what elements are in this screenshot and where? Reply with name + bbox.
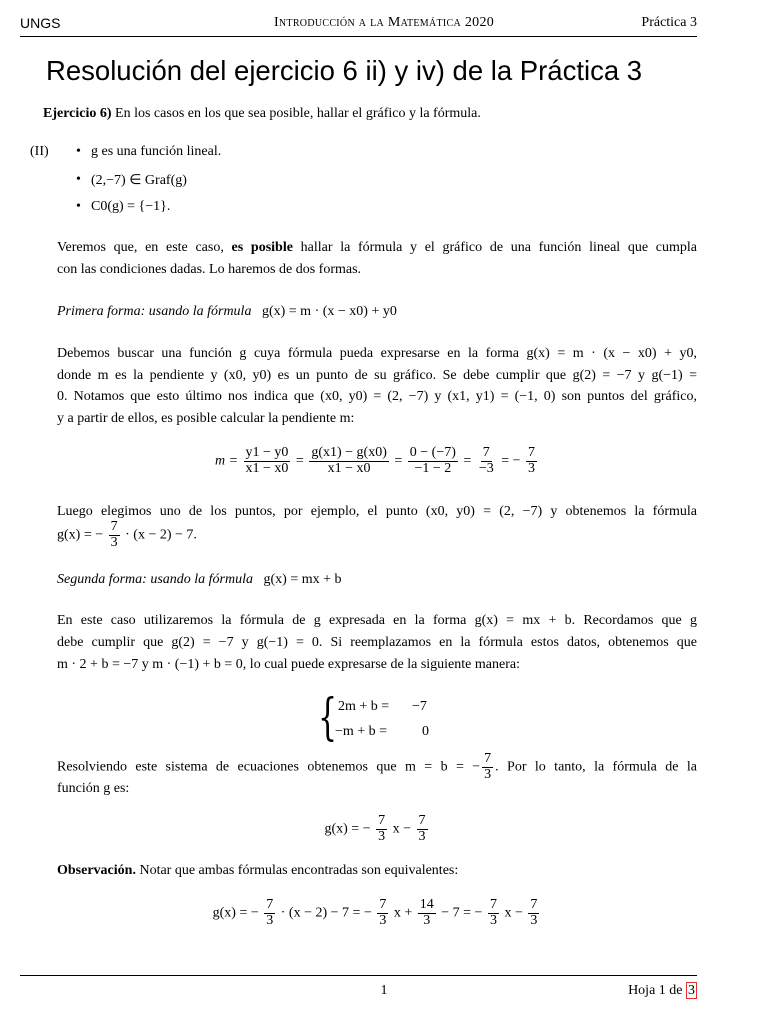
eq-text: m = <box>214 453 239 469</box>
numerator: y1 − y0 <box>245 445 289 460</box>
exercise-text: En los casos en los que sea posible, hallar el gráfico y la fórmula. <box>115 106 481 121</box>
paragraph-line: En este caso utilizaremos la fórmula de g expresada en la forma g(x) = mx + b. Recordamos que g <box>57 613 697 628</box>
denominator: 3 <box>528 460 536 476</box>
text-span: hallar la fórmula y el gráfico de una función lineal que cumpla <box>300 240 698 255</box>
fraction <box>482 752 493 782</box>
paragraph-line <box>57 520 697 550</box>
fraction <box>417 814 428 844</box>
paragraph-line <box>57 240 697 256</box>
eq-text: · (x − 2) − 7 = − <box>280 905 372 921</box>
eq-text: = <box>394 453 403 469</box>
slope-equation <box>57 446 697 476</box>
second-form-heading <box>57 572 697 588</box>
fraction <box>528 898 539 928</box>
fraction <box>309 446 389 476</box>
observation <box>57 863 697 879</box>
paragraph-line: debe cumplir que g(2) = −7 y g(−1) = 0. Si reemplazamos en la fórmula estos datos, obtenemos que <box>57 635 697 650</box>
eq-text: Resolviendo este sistema de ecuaciones obtenemos que m = b = − <box>57 759 481 775</box>
numerator: 7 <box>266 897 274 912</box>
header-course: Introducción a la Matemática 2020 <box>273 15 495 30</box>
numerator: 0 − (−7) <box>409 445 456 460</box>
fraction <box>377 898 388 928</box>
footer-rule <box>20 975 697 976</box>
numerator: 7 <box>482 445 490 460</box>
eq-text: = <box>501 453 510 469</box>
eq-text: − <box>512 453 521 469</box>
item-label: (II) <box>30 144 49 159</box>
paragraph-line: Debemos buscar una función g cuya fórmula pueda expresarse en la forma g(x) = m · (x − x0) + y0, <box>57 346 697 361</box>
equivalence-equation <box>57 898 697 928</box>
denominator: 3 <box>530 912 538 928</box>
denominator: 3 <box>423 912 431 928</box>
paragraph-line: función g es: <box>57 781 130 796</box>
eq-text: x − <box>504 905 523 921</box>
eq-text: − 7 = − <box>441 905 483 921</box>
page-number: 1 <box>380 983 388 998</box>
fraction <box>264 898 275 928</box>
bullet-text: C0(g) = {−1}. <box>91 199 171 214</box>
numerator: 7 <box>528 445 536 460</box>
second-form-formula: g(x) = mx + b <box>263 572 342 587</box>
first-form-label: Primera forma: usando la fórmula <box>57 304 252 319</box>
paragraph-line: con las condiciones dadas. Lo haremos de dos formas. <box>57 262 362 277</box>
bullet-dot: • <box>76 199 81 214</box>
denominator: 3 <box>266 912 274 928</box>
denominator: 3 <box>378 828 386 844</box>
paragraph-line: m · 2 + b = −7 y m · (−1) + b = 0, lo cual puede expresarse de la siguiente manera: <box>57 657 520 672</box>
eq-text: x + <box>393 905 413 921</box>
observation-text: Notar que ambas fórmulas encontradas son equivalentes: <box>139 863 459 878</box>
bullet-text: (2,−7) ∈ Graf(g) <box>91 173 187 188</box>
result-equation <box>57 814 697 844</box>
fraction <box>488 898 499 928</box>
fraction <box>109 520 120 550</box>
bullet-dot: • <box>76 144 81 159</box>
numerator: 7 <box>418 813 426 828</box>
emphasis-text: es posible <box>231 240 293 255</box>
eq-text: g(x) = − <box>57 527 104 543</box>
denominator: −1 − 2 <box>414 460 452 476</box>
numerator: 14 <box>419 897 434 912</box>
system-row-1-rhs: −7 <box>412 699 427 714</box>
eq-text: = <box>463 453 472 469</box>
sheet-prefix: Hoja 1 de <box>628 983 683 998</box>
denominator: x1 − x0 <box>327 460 371 476</box>
first-form-heading <box>57 304 697 320</box>
page-title: Resolución del ejercicio 6 ii) y iv) de la Práctica 3 <box>46 55 643 86</box>
fraction <box>408 446 458 476</box>
numerator: g(x1) − g(x0) <box>311 445 387 460</box>
fraction <box>477 446 496 476</box>
eq-text: x − <box>392 821 412 837</box>
numerator: 7 <box>489 897 497 912</box>
second-form-label: Segunda forma: usando la fórmula <box>57 572 253 587</box>
numerator: 7 <box>484 751 492 766</box>
denominator: 3 <box>484 766 492 782</box>
exercise-statement <box>43 106 481 122</box>
denominator: 3 <box>379 912 387 928</box>
numerator: 7 <box>378 813 386 828</box>
paragraph-line <box>57 752 697 782</box>
observation-label: Observación. <box>57 863 136 878</box>
fraction <box>376 814 387 844</box>
eq-text: 2m + b = <box>338 699 390 714</box>
eq-text: . Por lo tanto, la fórmula de la <box>495 759 697 775</box>
eq-text: g(x) = − <box>324 821 371 837</box>
system-row-2-rhs: 0 <box>422 724 429 739</box>
numerator: 7 <box>110 519 118 534</box>
header-practice: Práctica 3 <box>641 15 697 30</box>
system-row-1 <box>338 699 389 715</box>
total-pages-link[interactable]: 3 <box>688 983 695 998</box>
system-brace: { <box>318 688 338 746</box>
eq-text: g(x) = − <box>212 905 259 921</box>
header-institution: UNGS <box>20 15 61 31</box>
denominator: 3 <box>110 534 118 550</box>
numerator: 7 <box>530 897 538 912</box>
denominator: 3 <box>489 912 497 928</box>
bullet-dot: • <box>76 172 81 187</box>
paragraph-line: 0. Notamos que esto último nos indica que (x0, y0) = (2, −7) y (x1, y1) = (−1, 0) son puntos del gráfico, <box>57 389 697 404</box>
paragraph-line: y a partir de ellos, es posible calcular la pendiente m: <box>57 411 355 426</box>
paragraph-line: Luego elegimos uno de los puntos, por ejemplo, el punto (x0, y0) = (2, −7) y obtenemos la fórmula <box>57 504 697 519</box>
system-row-2 <box>335 724 387 740</box>
bullet-text: g es una función lineal. <box>91 144 222 159</box>
denominator: −3 <box>478 460 494 476</box>
text-span: Veremos que, en este caso, <box>57 240 224 255</box>
exercise-label: Ejercicio 6) <box>43 106 112 121</box>
sheet-indicator <box>628 983 697 999</box>
fraction <box>418 898 436 928</box>
header-rule <box>20 36 697 37</box>
eq-text: = <box>295 453 304 469</box>
paragraph-line: donde m es la pendiente y (x0, y0) es un punto de su gráfico. Se debe cumplir que g(2) = −7 y g(−1) = <box>57 368 697 383</box>
eq-text: −m + b = <box>335 724 388 739</box>
eq-text: · (x − 2) − 7. <box>125 527 197 543</box>
fraction <box>244 446 291 476</box>
numerator: 7 <box>379 897 387 912</box>
denominator: x1 − x0 <box>245 460 289 476</box>
fraction <box>526 446 537 476</box>
first-form-formula: g(x) = m · (x − x0) + y0 <box>261 304 397 319</box>
denominator: 3 <box>418 828 426 844</box>
